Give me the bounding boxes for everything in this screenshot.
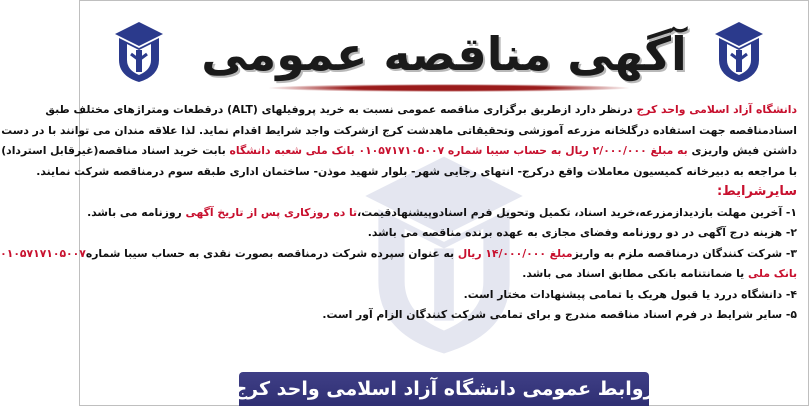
azad-university-logo-icon [713, 20, 765, 84]
condition-3-cont: بانک ملی یا ضمانتنامه بانکی مطابق اسناد می باشد. [522, 267, 797, 280]
azad-university-logo-icon [113, 20, 165, 84]
condition-1: ۱- آخرین مهلت بازدیدازمزرعه،خرید اسناد، تکمیل وتحویل فرم اسنادوپیشنهادقیمت،تا ده روزکاری پس از تاریخ آگهی روزنامه می باشد. [87, 205, 797, 219]
ad-body [0, 100, 797, 326]
deadline: تا ده روزکاری پس از تاریخ آگهی [185, 205, 358, 219]
condition-4: ۴- دانشگاه دررد یا قبول هریک یا تمامی پیشنهادات مختار است. [463, 287, 797, 301]
condition-5: ۵- سایر شرایط در فرم اسناد مناقصه مندرج و برای تمامی شرکت کنندگان الزام آور است. [322, 308, 797, 321]
title-underline [269, 84, 629, 92]
condition-3: ۳- شرکت کنندگان درمناقصه ملزم به واریزمبلغ ۱۴/۰۰۰/۰۰۰ ریال به عنوان سپرده شرکت درمناقصه بصورت نقدی به حساب سیبا شماره۰۱۰۵۷۱۷۱۰۵۰۰۷ [0, 246, 797, 260]
footer-banner: روابط عمومی دانشگاه آزاد اسلامی واحد کرج [239, 372, 649, 406]
org-name: دانشگاه آزاد اسلامی واحد کرج [636, 103, 797, 116]
ad-title: آگهی مناقصه عمومی [201, 27, 687, 81]
intro-line-1: دانشگاه آزاد اسلامی واحد کرج درنظر دارد ازطریق برگزاری مناقصه عمومی نسبت به خرید پروفیلهای (ALT) درقطعات ومترا‌ژهای مختلف طبق [45, 103, 797, 116]
fee-amount: به مبلغ ۲/۰۰۰/۰۰۰ ریال به حساب سیبا شماره ۰۱۰۵۷۱۷۱۰۵۰۰۷ بانک ملی شعبه دانشگاه [229, 144, 688, 157]
intro-line-2: اسنادمناقصه جهت استفاده درگلخانه مزرعه آموزشی وتحقیقاتی ماهدشت کرج ازشرکت واجد شرایط اقدام نماید. لذا علاقه مندان می توانند با در دست [1, 123, 797, 137]
account-number: ۰۱۰۵۷۱۷۱۰۵۰۰۷ [0, 246, 86, 260]
intro-line-4: با مراجعه به دبیرخانه کمیسیون معاملات واقع درکرج- انتهای رجایی شهر- بلوار شهید موذن- ساختمان اداری طبقه سوم درمناقصه شرکت نمایند. [36, 164, 797, 178]
conditions-heading: سایرشرایط: [717, 184, 797, 199]
condition-2: ۲- هزینه درج آگهی در دو روزنامه وفضای مجازی به عهده برنده مناقصه می باشد. [367, 226, 797, 239]
deposit-amount: مبلغ ۱۴/۰۰۰/۰۰۰ ریال [457, 246, 573, 260]
intro-line-3: داشتن فیش واریزی به مبلغ ۲/۰۰۰/۰۰۰ ریال به حساب سیبا شماره ۰۱۰۵۷۱۷۱۰۵۰۰۷ بانک ملی شعبه دانشگاه بابت خرید اسناد مناقصه(غیرقابل استرداد) [1, 144, 797, 157]
bank-name: بانک ملی [748, 267, 797, 280]
